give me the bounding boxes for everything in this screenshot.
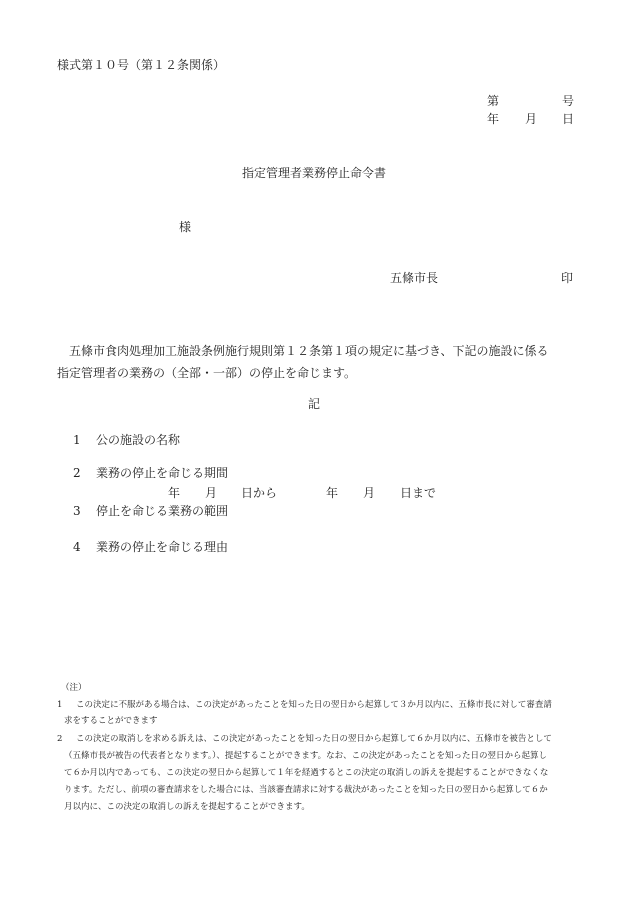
period-to-day: 日まで	[400, 486, 437, 500]
document-title: 指定管理者業務停止命令書	[242, 166, 387, 180]
body-text: 五條市食肉処理加工施設条例施行規則第１２条第１項の規定に基づき、下記の施設に係る指定管理者の業務の（全部・一部）の停止を命じます。	[57, 344, 549, 380]
note-line: 求をすることができます	[64, 716, 158, 726]
period-to-month: 月	[363, 486, 376, 500]
item-number: 2	[73, 466, 81, 480]
period-to-year: 年	[326, 486, 339, 500]
addressee-suffix: 様	[179, 220, 192, 234]
item-label: 業務の停止を命じる理由	[96, 540, 229, 554]
note-line: この決定に不服がある場合は、この決定があったことを知った日の翌日から起算して３か月以内に、五條市長に対して審査請	[76, 700, 552, 710]
period-from-year: 年	[168, 486, 181, 500]
note-number: 1	[57, 700, 63, 710]
notes-heading: （注）	[61, 683, 87, 693]
ki-heading: 記	[308, 397, 321, 411]
form-label: 様式第１０号（第１２条関係）	[57, 58, 226, 72]
note-line: （五條市長が被告の代表者となります。）、提起することができます。なお、この決定があったことを知った日の翌日から起算し	[64, 751, 548, 761]
item-label: 業務の停止を命じる期間	[96, 466, 229, 480]
item-number: 3	[73, 504, 81, 518]
seal-mark: 印	[561, 271, 574, 285]
item-label: 停止を命じる業務の範囲	[96, 504, 229, 518]
doc-number-suffix: 号	[562, 94, 575, 108]
date-month: 月	[525, 112, 538, 126]
note-line: 月以内に、この決定の取消しの訴えを提起することができます。	[64, 802, 310, 812]
note-line: この決定の取消しを求める訴えは、この決定があったことを知った日の翌日から起算して６か月以内に、五條市を被告として	[76, 734, 552, 744]
item-label: 公の施設の名称	[96, 433, 181, 447]
note-number: 2	[57, 734, 63, 744]
doc-number-prefix: 第	[487, 94, 500, 108]
date-year: 年	[487, 112, 500, 126]
note-line: て６か月以内であっても、この決定の翌日から起算して１年を経過するとこの決定の取消しの訴えを提起することができなくな	[64, 768, 549, 778]
item-number: 1	[73, 433, 81, 447]
issuer-name: 五條市長	[390, 271, 439, 285]
item-number: 4	[73, 540, 81, 554]
note-line: ります。ただし、前項の審査請求をした場合には、当該審査請求に対する裁決があったことを知った日の翌日から起算して６か	[64, 785, 548, 795]
period-from-day: 日から	[241, 486, 278, 500]
date-day: 日	[562, 112, 575, 126]
period-from-month: 月	[205, 486, 218, 500]
